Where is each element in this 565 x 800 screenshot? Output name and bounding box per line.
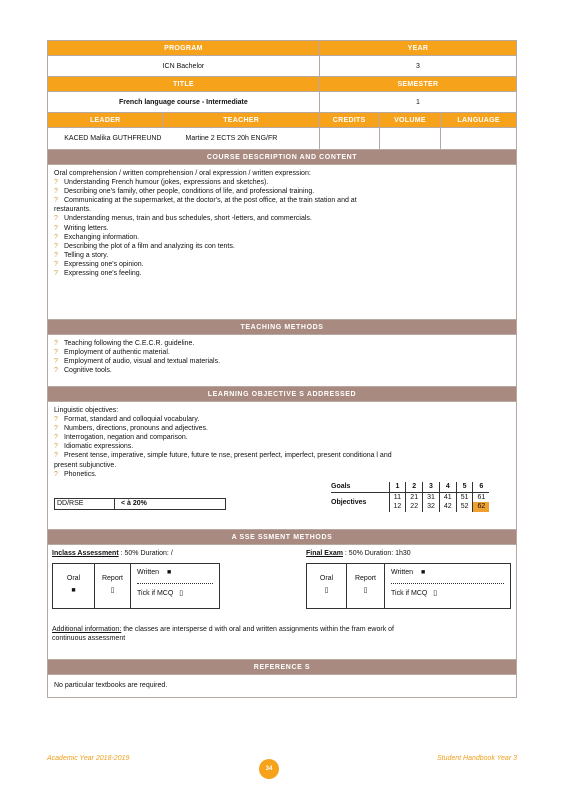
inclass-assessment	[52, 549, 173, 558]
ddrse-value: < à 20%	[121, 500, 147, 508]
course-item: ? Communicating at the supermarket, at the doctor's, at the post office, at the train station and at	[54, 197, 357, 205]
course-intro: Oral comprehension / written comprehension / oral expression / written expression:	[54, 170, 311, 177]
final-exam	[306, 549, 411, 558]
volume-value	[380, 128, 442, 150]
program-value: ICN Bachelor	[48, 56, 320, 77]
goals-table	[331, 482, 489, 512]
checkbox-checked-icon[interactable]: ■	[421, 569, 426, 576]
language-value	[441, 128, 516, 150]
volume-label: VOLUME	[380, 113, 442, 128]
bullet-icon: ?	[54, 470, 58, 478]
title-label: TITLE	[48, 77, 320, 92]
semester-label: SEMESTER	[320, 77, 516, 92]
final-written: Written ■ Tick if MCQ ▯	[385, 564, 510, 608]
bullet-icon: ?	[54, 367, 58, 375]
learning-intro: Linguistic objectives:	[54, 407, 119, 414]
bullet-icon: ?	[54, 251, 58, 259]
goal-column: 5	[456, 482, 473, 492]
assessment-methods-block	[48, 545, 516, 660]
course-item: ? Understanding French humour (jokes, expressions and sketches).	[54, 179, 269, 187]
checkbox-checked-icon[interactable]: ■	[167, 569, 172, 576]
course-item: ? Telling a story.	[54, 251, 109, 259]
program-value-row	[48, 56, 516, 77]
bullet-icon: ?	[54, 340, 58, 347]
inclass-report: Report ▯	[95, 564, 131, 608]
bullet-icon: ?	[54, 270, 58, 278]
references-header: REFERENCE S	[48, 660, 516, 675]
goal-column: 6	[473, 482, 489, 492]
program-label: PROGRAM	[48, 41, 320, 56]
course-item: ? Expressing one's opinion.	[54, 260, 144, 268]
footer-academic-year: Academic Year 2018-2019	[47, 755, 130, 762]
bullet-icon: ?	[54, 425, 58, 433]
language-label: LANGUAGE	[441, 113, 516, 128]
title-header-row	[48, 77, 516, 92]
objective-cell: 21	[406, 492, 423, 502]
course-item: ? Writing letters.	[54, 224, 109, 232]
assessment-methods-header: A SSE SSMENT METHODS	[48, 530, 516, 545]
inclass-written: Written ■ Tick if MCQ ▯	[131, 564, 219, 608]
additional-text: the classes are intersperse d with oral and written assignments within the fram ework of	[121, 626, 394, 633]
course-item: ? Describing the plot of a film and analyzing its con tents.	[54, 242, 235, 250]
bullet-icon: ?	[54, 443, 58, 451]
course-description-header: COURSE DESCRIPTION AND CONTENT	[48, 150, 516, 165]
bullet-icon: ?	[54, 358, 58, 366]
course-sheet	[47, 40, 517, 698]
course-item: ? Understanding menus, train and bus schedules, short -letters, and commercials.	[54, 215, 312, 223]
teacher-value: Martine 2 ECTS 20h ENG/FR	[163, 128, 319, 150]
leader-value-row	[48, 128, 516, 150]
objectives-label: Objectives	[331, 498, 367, 506]
bullet-icon: ?	[54, 434, 58, 442]
bullet-icon: ?	[54, 260, 58, 268]
title-value-row	[48, 92, 516, 113]
goal-column: 3	[423, 482, 440, 492]
program-header-row	[48, 41, 516, 56]
checkbox-empty-icon[interactable]: ▯	[363, 587, 368, 595]
ddrse-box	[54, 498, 226, 510]
objective-cell: 52	[456, 502, 473, 512]
bullet-icon: ?	[54, 242, 58, 250]
objective-cell: 11	[389, 492, 406, 502]
objective-cell: 51	[456, 492, 473, 502]
course-description-block	[48, 165, 516, 320]
bullet-icon: ?	[54, 452, 58, 460]
additional-label: Additional information:	[52, 626, 122, 633]
references-text: No particular textbooks are required.	[54, 682, 168, 689]
objective-cell: 42	[439, 502, 456, 512]
learning-item: ? Interrogation, negation and comparison.	[54, 434, 188, 442]
bullet-icon: ?	[54, 215, 58, 223]
objective-cell: 61	[473, 492, 489, 502]
bullet-icon: ?	[54, 188, 58, 196]
learning-item: ? Format, standard and colloquial vocabulary.	[54, 416, 200, 424]
references-block	[48, 675, 516, 697]
teacher-label: TEACHER	[164, 113, 320, 128]
bullet-icon: ?	[54, 416, 58, 424]
bullet-icon: ?	[54, 233, 58, 241]
goal-column: 2	[406, 482, 423, 492]
semester-value: 1	[320, 92, 516, 113]
learning-objectives-header: LEARNING OBJECTIVE S ADDRESSED	[48, 387, 516, 402]
final-info: : 50% Duration: 1h30	[344, 550, 411, 557]
teaching-item: ? Employment of audio, visual and textual materials.	[54, 358, 221, 366]
year-label: YEAR	[320, 41, 516, 56]
teaching-item: ? Employment of authentic material.	[54, 349, 170, 357]
inclass-oral: Oral ■	[53, 564, 95, 608]
inclass-box	[52, 563, 220, 609]
objective-cell-highlighted: 62	[473, 502, 489, 512]
footer-handbook: Student Handbook Year 3	[436, 755, 517, 762]
leader-label: LEADER	[48, 113, 164, 128]
learning-item-continued: present subjunctive.	[54, 461, 117, 469]
teaching-item: ? Teaching following the C.E.C.R. guideline.	[54, 340, 195, 347]
year-value: 3	[320, 56, 516, 77]
ddrse-label: DD/RSE	[55, 499, 115, 509]
learning-item: ? Phonetics.	[54, 470, 97, 478]
bullet-icon: ?	[54, 349, 58, 357]
final-report: Report ▯	[347, 564, 385, 608]
goals-label: Goals	[331, 483, 351, 491]
credits-label: CREDITS	[320, 113, 380, 128]
teaching-methods-block	[48, 335, 516, 387]
additional-text-continued: continuous assessment	[52, 635, 126, 642]
teaching-item: ? Cognitive tools.	[54, 367, 112, 375]
bullet-icon: ?	[54, 224, 58, 232]
goal-column: 1	[389, 482, 406, 492]
bullet-icon: ?	[54, 197, 58, 205]
objective-cell: 32	[423, 502, 440, 512]
inclass-info: : 50% Duration: /	[120, 550, 173, 557]
course-item: ? Exchanging information.	[54, 233, 140, 241]
checkbox-empty-icon[interactable]: ▯	[179, 590, 184, 598]
objective-cell: 12	[389, 502, 406, 512]
checkbox-checked-icon[interactable]: ■	[71, 587, 76, 595]
bullet-icon: ?	[54, 179, 58, 187]
final-box	[306, 563, 511, 609]
goal-column: 4	[439, 482, 456, 492]
course-item: ? Expressing one's feeling.	[54, 270, 142, 278]
checkbox-empty-icon[interactable]: ▯	[433, 590, 438, 598]
objective-cell: 31	[423, 492, 440, 502]
objective-cell: 41	[439, 492, 456, 502]
learning-item: ? Idiomatic expressions.	[54, 443, 134, 451]
course-item: ? Describing one's family, other people, conditions of life, and professional training.	[54, 188, 315, 196]
checkbox-empty-icon[interactable]: ▯	[324, 587, 329, 595]
leader-value: KACED Malika GUTHFREUND	[48, 128, 163, 150]
final-oral: Oral ▯	[307, 564, 347, 608]
credits-value	[320, 128, 380, 150]
checkbox-empty-icon[interactable]: ▯	[110, 587, 115, 595]
final-label: Final Exam	[306, 550, 343, 557]
leader-header-row	[48, 113, 516, 128]
objective-cell: 22	[406, 502, 423, 512]
title-value: French language course - Intermediate	[48, 92, 320, 113]
page-number: 34	[259, 759, 279, 779]
inclass-label: Inclass Assessment	[52, 550, 119, 557]
additional-information	[52, 625, 508, 643]
learning-item: ? Present tense, imperative, simple future, future te nse, present perfect, imperfect, present conditiona l and	[54, 452, 392, 460]
teaching-methods-header: TEACHING METHODS	[48, 320, 516, 335]
course-item-continued: restaurants.	[54, 206, 91, 214]
learning-objectives-block	[48, 402, 516, 530]
learning-item: ? Numbers, directions, pronouns and adjectives.	[54, 425, 208, 433]
